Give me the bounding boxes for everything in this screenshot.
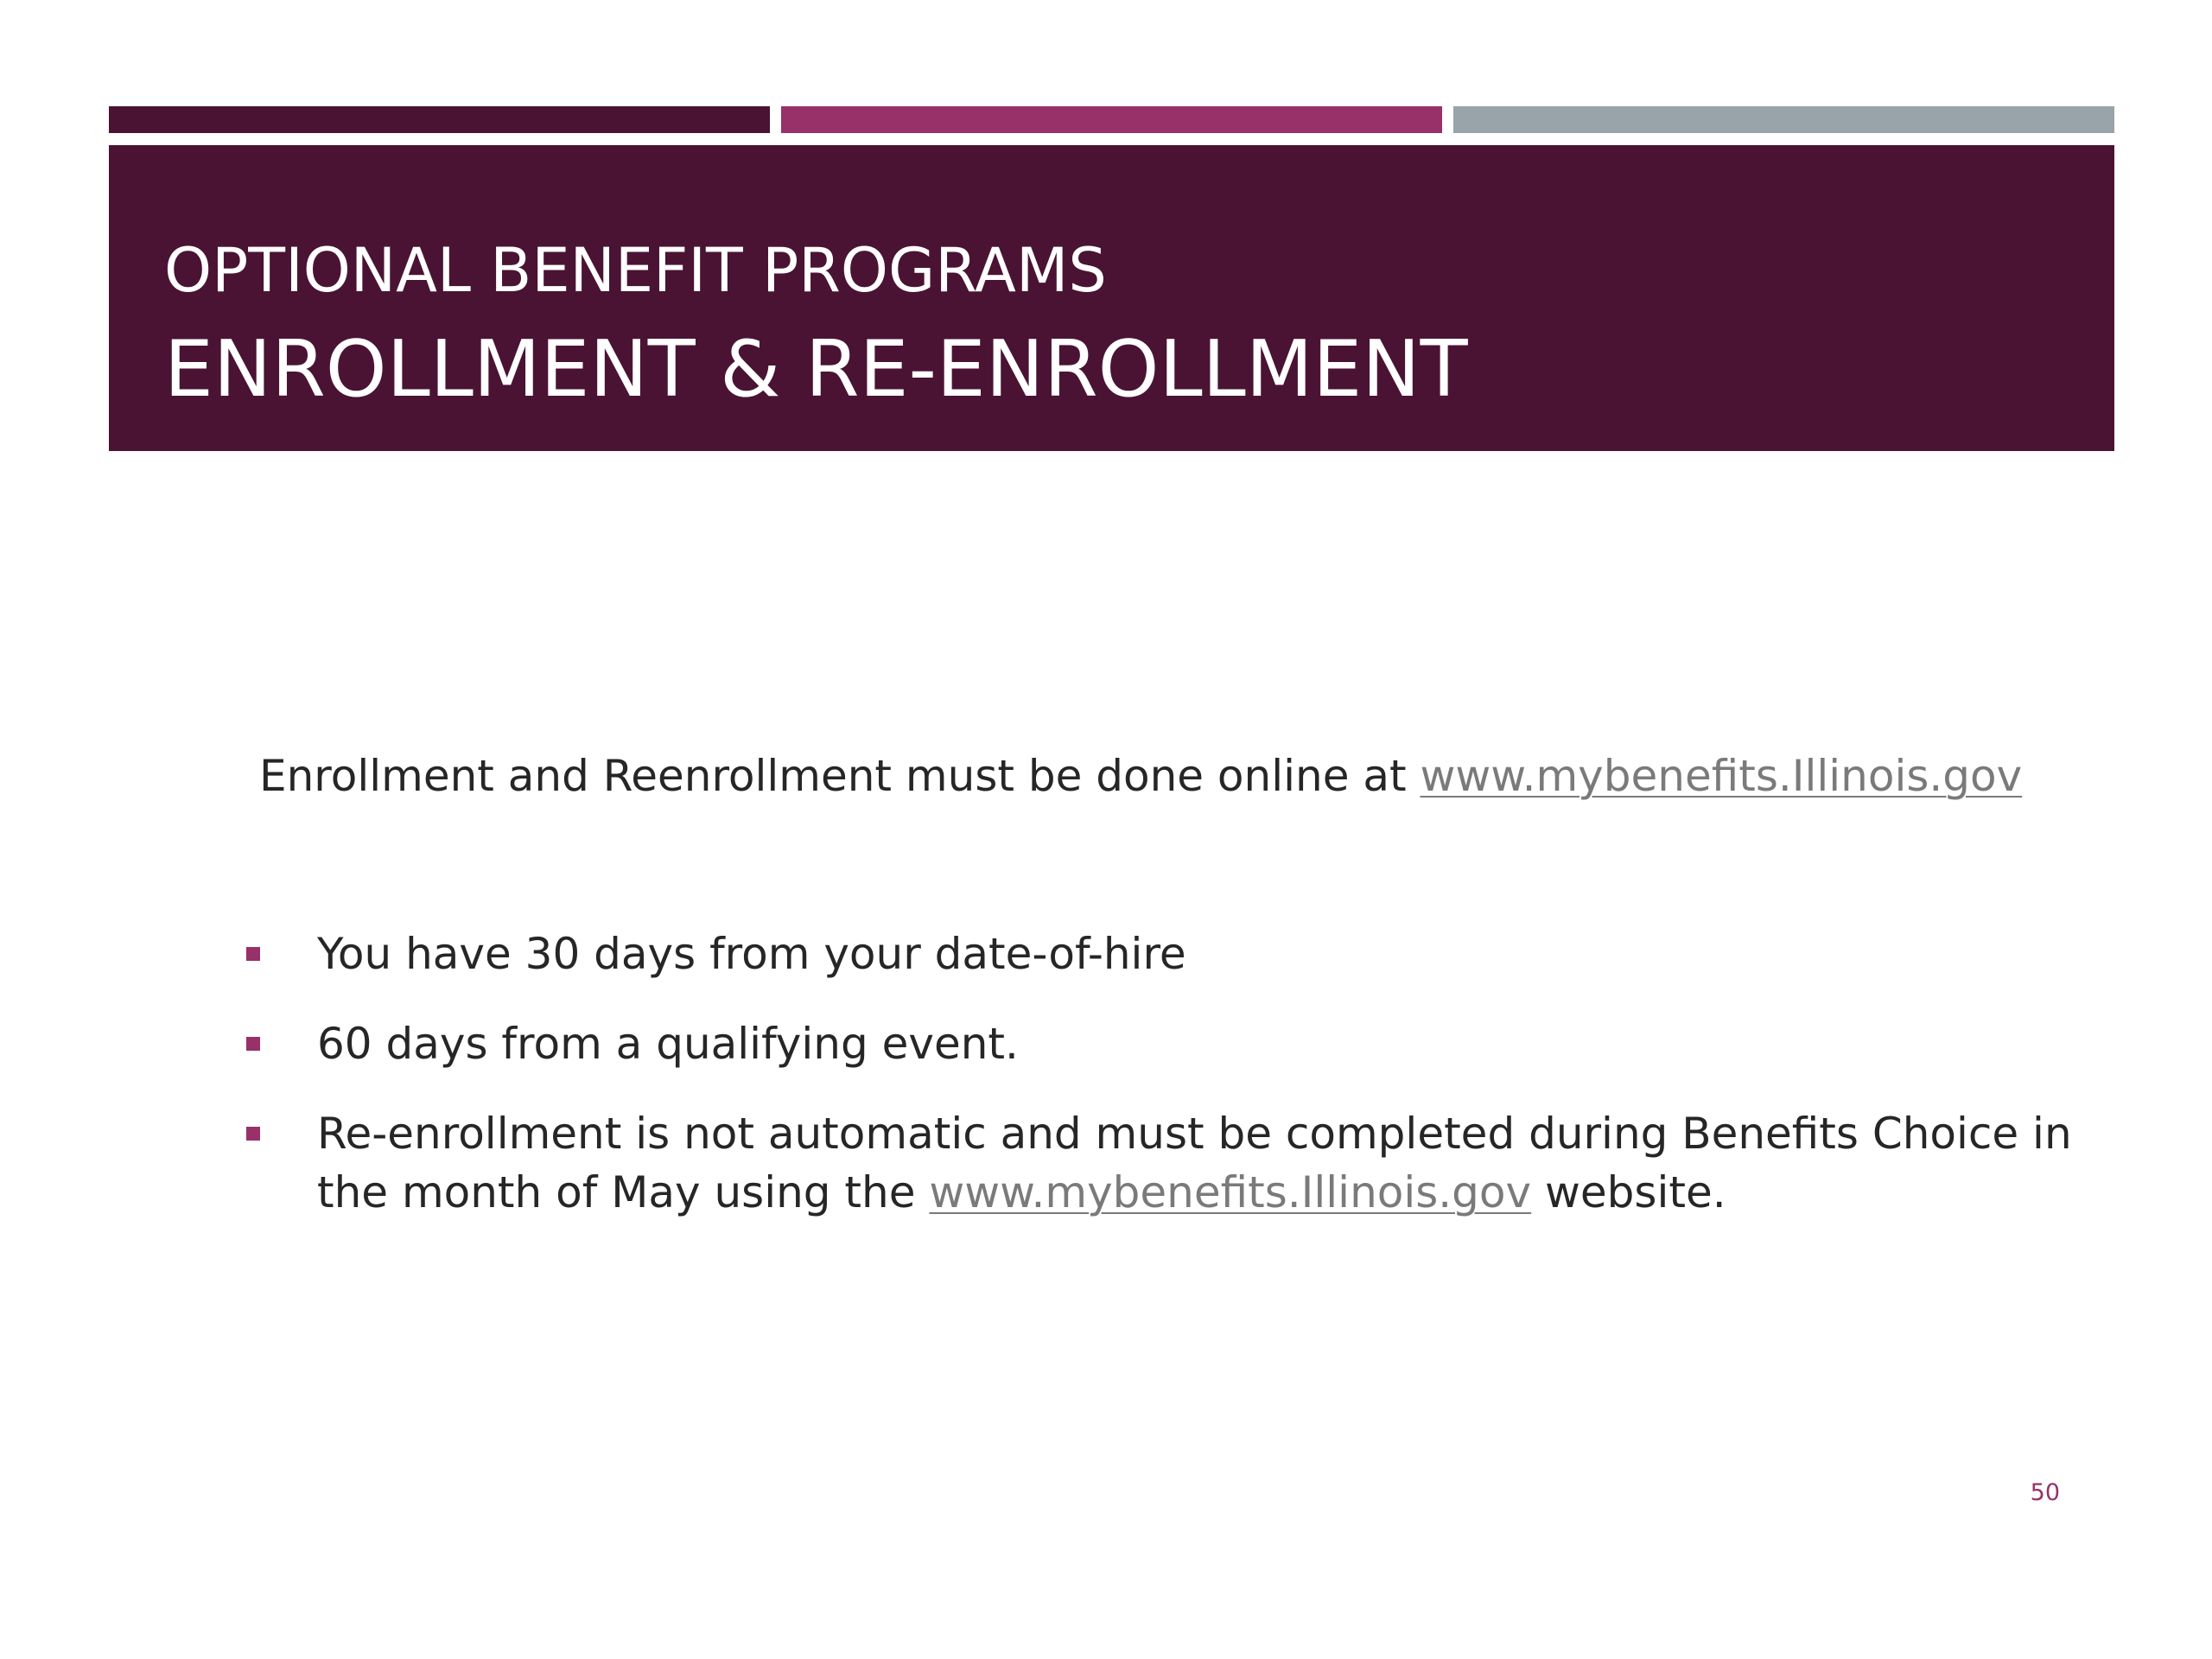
slide-title: ENROLLMENT & RE-ENROLLMENT (164, 324, 1468, 415)
bullet-text: 60 days from a qualifying event. (317, 1019, 1019, 1069)
accent-bar-dark (109, 106, 770, 133)
title-banner (109, 145, 2114, 451)
bullet-text: You have 30 days from your date-of-hire (317, 929, 1186, 979)
mybenefits-link[interactable]: www.mybenefits.Illinois.gov (1420, 751, 2023, 801)
bullet-text-before-link: Re-enrollment is not automatic and must be completed during Benefits Choice in the month of May using the (317, 1109, 2072, 1217)
list-item (242, 1014, 2082, 1073)
list-item (242, 925, 2082, 983)
mybenefits-link[interactable]: www.mybenefits.Illinois.gov (929, 1167, 1532, 1217)
page-number: 50 (2030, 1479, 2060, 1506)
bullet-text-after-link: website. (1531, 1167, 1726, 1217)
accent-bar-gray (1453, 106, 2114, 133)
bullet-list (242, 925, 2082, 1253)
square-bullet-icon (246, 1037, 260, 1051)
square-bullet-icon (246, 1127, 260, 1141)
square-bullet-icon (246, 947, 260, 961)
slide-subtitle: OPTIONAL BENEFIT PROGRAMS (164, 235, 1107, 306)
intro-paragraph (259, 750, 2022, 802)
intro-text: Enrollment and Reenrollment must be done online at (259, 751, 1421, 801)
accent-bar-magenta (781, 106, 1442, 133)
list-item (242, 1104, 2082, 1222)
